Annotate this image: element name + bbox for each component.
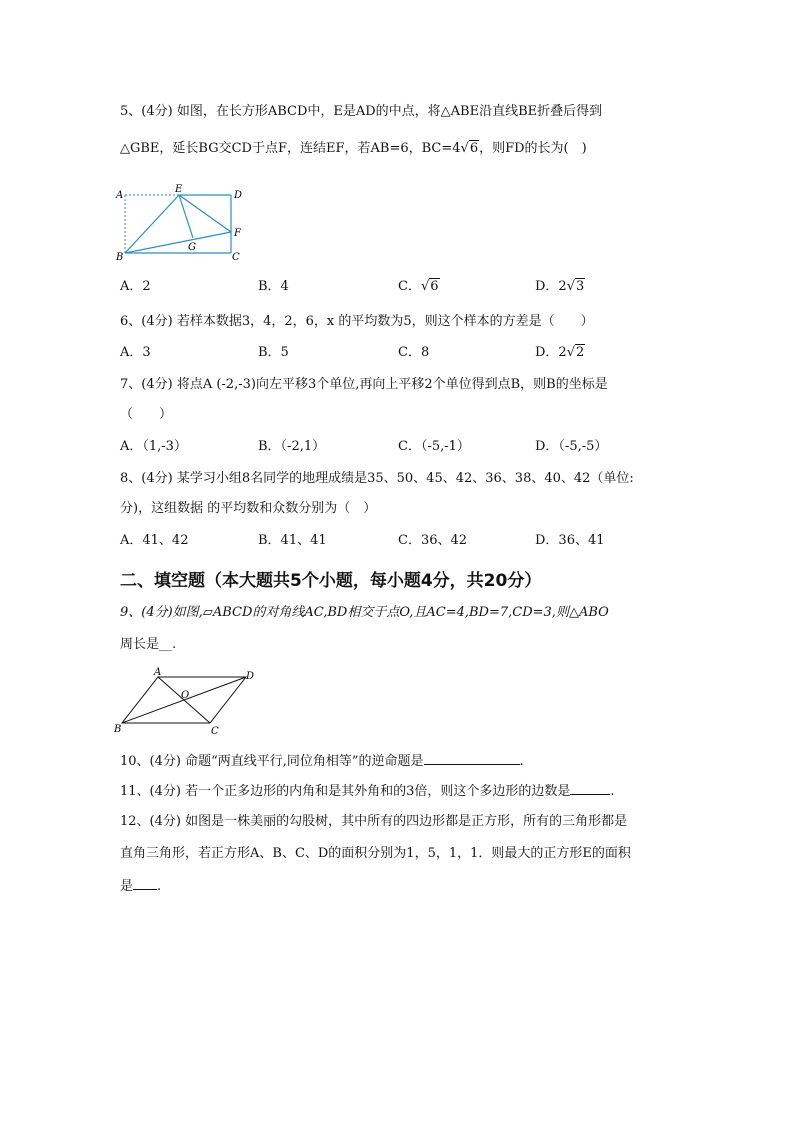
q9-label-c: C (211, 726, 219, 737)
q9-label-d: D (246, 671, 255, 682)
q6-option-a: A．3 (120, 345, 151, 360)
sqrt-symbol: √3 (566, 279, 585, 294)
sqrt-symbol: √6 (420, 279, 439, 294)
q5-option-c: C．√6 (398, 277, 440, 297)
q5-label-g: G (188, 242, 196, 253)
q5-label-b: B (116, 252, 124, 262)
q5-label-d: D (234, 190, 243, 201)
q5-line-2-post: ，则FD的长为( ) (479, 141, 587, 156)
q6-text: 6、(4分) 若样本数据3，4，2，6，x 的平均数为5，则这个样本的方差是（ ） (120, 314, 594, 329)
q8-option-c: C．36、42 (398, 533, 468, 548)
q10-answer-blank (424, 750, 520, 765)
q5-label-a: A (116, 190, 124, 201)
sqrt-symbol: √2 (566, 345, 585, 360)
q6-option-d: D．2√2 (535, 343, 585, 363)
q5-label-c: C (232, 252, 240, 262)
q8-line-2: 分)，这组数据 的平均数和众数分别为（ ） (120, 501, 377, 516)
section-heading: 二、填空题（本大题共5个小题，每小题4分，共20分） (120, 571, 542, 591)
q5-line-2-pre: △GBE，延长BG交CD于点F，连结EF，若AB=6，BC=4 (120, 141, 461, 156)
q5-label-e: E (175, 184, 183, 195)
q7-option-b: B．（-2,1） (258, 439, 326, 454)
q9-parallelogram-figure (112, 665, 262, 737)
q9-label-a: A (154, 667, 162, 678)
q5-rectangle-figure (112, 182, 252, 262)
q5-option-d: D．2√3 (535, 277, 585, 297)
q9-line-2: 周长是__. (120, 637, 177, 652)
q5-edge-ef (179, 195, 231, 232)
q10-text: 10、(4分) 命题“两直线平行,同位角相等”的逆命题是 . (120, 750, 524, 772)
q8-option-d: D．36、41 (535, 533, 605, 548)
q5-option-a: A．2 (120, 279, 151, 294)
q5-option-b: B．4 (258, 279, 289, 294)
sqrt-symbol: √6 (460, 141, 479, 156)
q9-label-b: B (114, 724, 122, 735)
q7-option-a: A．（1,-3） (120, 439, 187, 454)
q8-line-1: 8、(4分) 某学习小组8名同学的地理成绩是35、50、45、42、36、38、40、42（单位: (120, 471, 634, 486)
q5-line-2 (120, 139, 587, 159)
q7-line-2: （ ） (120, 407, 173, 422)
q12-line-2: 直角三角形，若正方形A、B、C、D的面积分别为1，5，1，1．则最大的正方形E的面积 (120, 846, 631, 861)
q6-option-c: C．8 (398, 345, 430, 360)
q7-option-c: C．（-5,-1） (398, 439, 470, 454)
q11-answer-blank (570, 780, 610, 795)
q9-label-o: O (181, 690, 190, 701)
q12-answer-blank (133, 875, 157, 890)
q8-option-b: B．41、41 (258, 533, 327, 548)
q8-option-a: A．41、42 (120, 533, 189, 548)
q12-line-1: 12、(4分) 如图是一株美丽的勾股树，其中所有的四边形都是正方形，所有的三角形都是 (120, 814, 628, 829)
q5-label-f: F (234, 228, 241, 239)
q11-text: 11、(4分) 若一个正多边形的内角和是其外角和的3倍，则这个多边形的边数是 . (120, 780, 615, 802)
q7-option-d: D．（-5,-5） (535, 439, 608, 454)
q5-line-1: 5、(4分) 如图，在长方形ABCD中，E是AD的中点，将△ABE沿直线BE折叠后得到 (120, 104, 603, 119)
q9-line-1: 9、(4分)如图,▱ABCD的对角线AC,BD相交于点O,且AC=4,BD=7,CD=3,则△ABO (120, 605, 609, 620)
q7-line-1: 7、(4分) 将点A (-2,-3)向左平移3个单位,再向上平移2个单位得到点B，则B的坐标是 (120, 377, 608, 392)
q6-option-b: B．5 (258, 345, 289, 360)
q12-line-3: 是 . (120, 875, 161, 897)
q5-edge-eg (179, 195, 193, 238)
